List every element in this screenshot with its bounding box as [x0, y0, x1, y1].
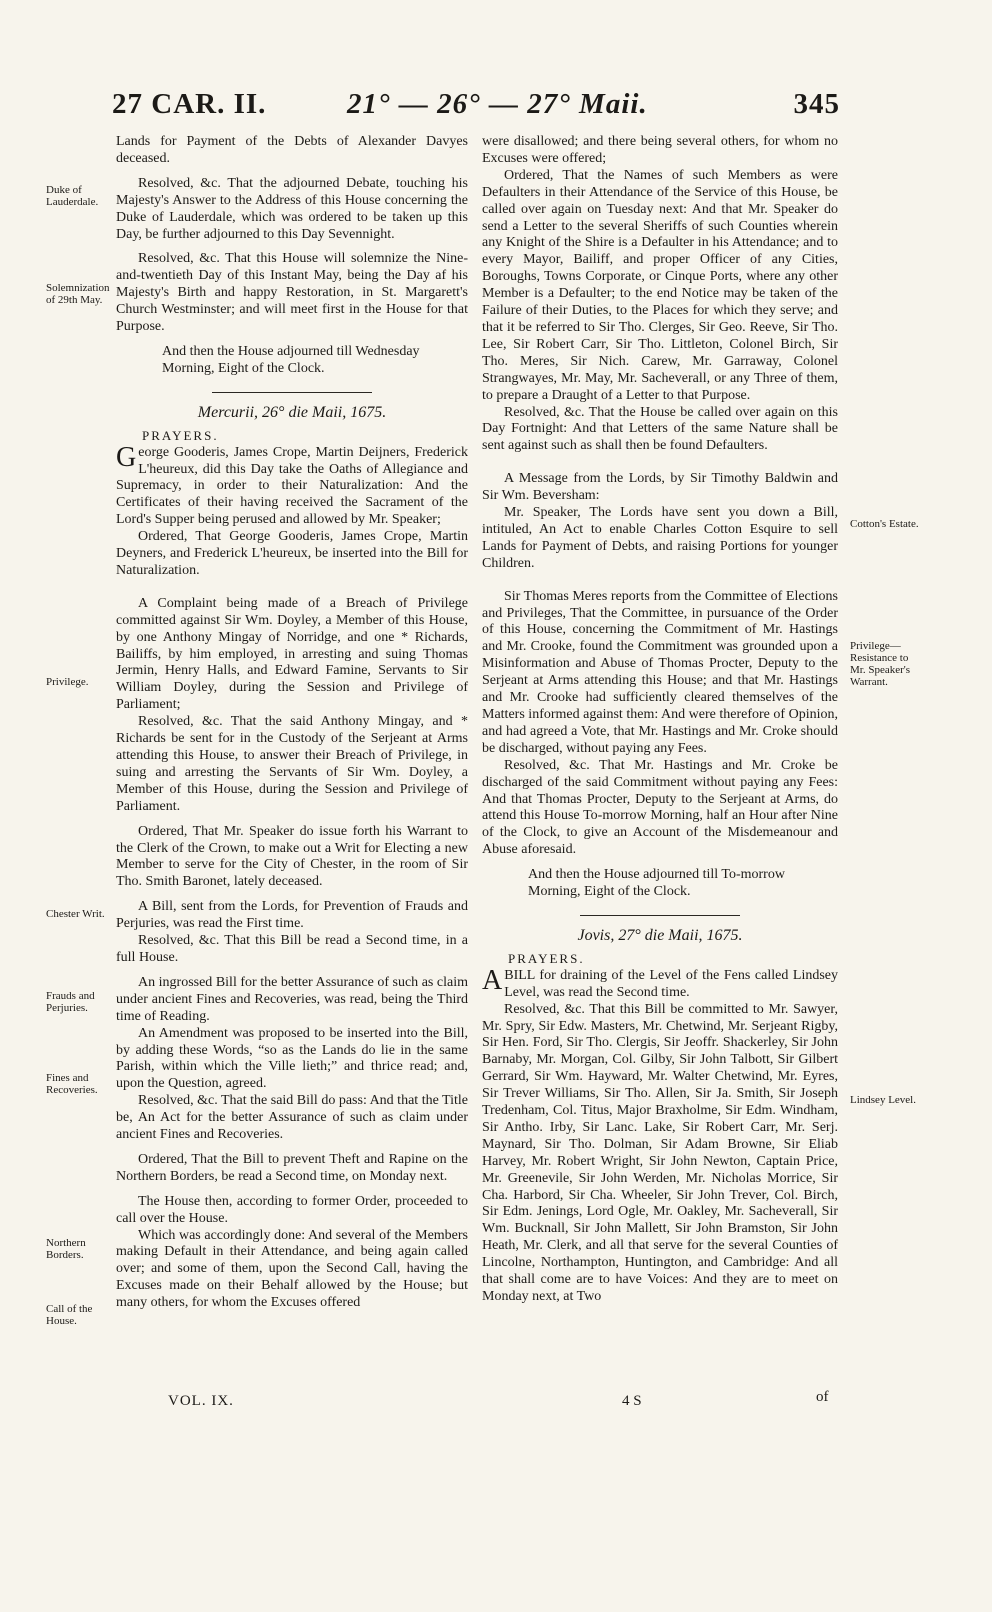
paragraph: Sir Thomas Meres reports from the Committee of Elections and Privileges, That the Committee, in pursuance of the Order of this House, concerning the Commitment of Mr. Hastings and Mr. Crooke, found the Commitment was grounded upon a Misinformation and Abuse of Thomas Procter, Deputy to the Serjeant at Arms attending this House; and that Mr. Hastings and Mr. Crooke had sufficiently cleared themselves of the Matters informed against them: And were therefore of Opinion, and had agreed a Vote, that Mr. Hastings and Mr. Croke should be discharged, without paying any Fees. — [482, 588, 838, 756]
paragraph: The House then, according to former Order, proceeded to call over the House. — [116, 1193, 468, 1226]
paragraph: A Bill, sent from the Lords, for Prevention of Frauds and Perjuries, was read the First time. — [116, 899, 468, 932]
margin-note: Chester Writ. — [46, 908, 105, 920]
margin-note: Call of the House. — [46, 1303, 93, 1327]
paragraph: Resolved, &c. That this Bill be read a Second time, in a full House. — [116, 933, 468, 965]
section-rule — [212, 392, 372, 393]
left-column — [116, 134, 468, 1312]
paragraph: An Amendment was proposed to be inserted into the Bill, by adding these Words, “so as the Lands do lie in the same Parish, within which the Ville lieth;” and thrice read; and, upon the Question, agreed. — [116, 1025, 468, 1092]
margin-note: Northern Borders. — [46, 1237, 86, 1261]
paragraph: Resolved, &c. That the House be called over again on this Day Fortnight: And that Letters of the same Nature shall be sent against such as shall then be found Defaulters. — [482, 404, 838, 454]
section-rule — [580, 915, 740, 916]
margin-note: Frauds and Perjuries. — [46, 990, 95, 1014]
paragraph — [116, 441, 468, 530]
drop-cap: G — [116, 441, 137, 473]
prayers-heading: PRAYERS. — [142, 427, 219, 443]
page-number: 345 — [793, 88, 840, 120]
paragraph: Ordered, That the Names of such Members as were Defaulters in their Attendance of the Service of this House, be called over again on Tuesday next: And that Mr. Speaker do send a Letter to the several Sheriffs of such Counties wherein any Knight of the Shire is a Defaulter in his Attendance; and to every Mayor, Bailiff, and proper Officer of any Cities, Boroughs, Towns Corporate, or Cinque Ports, where any other Member is a Defaulter; to the end Notice may be taken of the Failure of their Duties, to the Places for which they serve; and that it be referred to Sir Tho. Clerges, Sir Geo. Reeve, Sir Tho. Lee, Sir Robert Carr, Sir Tho. Littleton, Colonel Birch, Sir Tho. Meres, Sir Nich. Carew, Mr. Garraway, Colonel Strangwayes, Mr. May, Mr. Sacheverall, or any Three of them, to prepare a Draught of a Letter to that Purpose. — [482, 167, 838, 403]
paragraph: Resolved, &c. That the adjourned Debate, touching his Majesty's Answer to the Address of this House concerning the Duke of Lauderdale, which was ordered to be taken up this Day, be further adjourned to this Day Sevennight. — [116, 175, 468, 242]
paragraph: Ordered, That the Bill to prevent Theft and Rapine on the Northern Borders, be read a Second time, on Monday next. — [116, 1151, 468, 1184]
day-heading: Mercurii, 26° die Maii, 1675. — [197, 403, 387, 421]
margin-note: Privilege—Resistance to Mr. Speaker's Warrant. — [850, 640, 911, 688]
paragraph: A Complaint being made of a Breach of Privilege committed against Sir Wm. Doyley, a Member of this House, by one Anthony Mingay of Norridge, and one * Richards, Bailiffs, by him employed, in arresting and suing Thomas Jermin, Henry Halls, and Edward Famine, Servants to Sir William Doyley, during the Session and Privilege of Parliament; — [116, 595, 468, 713]
paragraph: An ingrossed Bill for the better Assurance of such as claim under ancient Fines and Recoveries, was read, being the Third time of Reading. — [116, 974, 468, 1024]
adjournment-line: And then the House adjourned till To-morrow Morning, Eight of the Clock. — [528, 867, 785, 900]
paragraph: were disallowed; and there being several others, for whom no Excuses were offered; — [482, 134, 838, 166]
prayers-heading: PRAYERS. — [508, 950, 585, 966]
margin-note: Duke of Lauderdale. — [46, 184, 99, 208]
right-column — [482, 134, 838, 1306]
paragraph: Resolved, &c. That this Bill be committed to Mr. Sawyer, Mr. Spry, Sir Edw. Masters, Mr. Chetwind, Mr. Serjeant Rigby, Sir Hen. Ford, Sir Tho. Clergis, Sir Jeoffr. Shackerley, Sir John Barnaby, Mr. Morgan, Col. Gilby, Sir John Talbott, Sir Gilbert Gerrard, Sir Wm. Hayward, Mr. Walter Chetwind, Mr. Eyres, Sir Trever Williams, Sir Tho. Allen, Sir Ja. Smith, Sir Joseph Tredenham, Col. Titus, Major Braxholme, Sir Edm. Windham, Sir Antho. Irby, Sir Lanc. Lake, Sir Robert Carr, Mr. Serj. Maynard, Sir Tho. Dolman, Sir Adam Browne, Sir Eliab Harvey, Mr. Robert Wright, Sir John Newton, Captain Price, Mr. Greenevile, Sir John Werden, Mr. Nicholas Morrice, Sir Cha. Harbord, Sir Cha. Wheeler, Sir John Trever, Col. Birch, Sir Edm. Jenings, Lord Ogle, Mr. Oakley, Mr. Sacheverall, Sir Wm. Bucknall, Sir John Mallett, Sir John Bramston, Sir John Heath, Mr. Clerk, and all that serve for the several Counties of Lincolne, Northampton, Huntington, and Cambridge: And all that shall come are to have Voices: And they are to meet on Monday next, at Two — [482, 1001, 838, 1304]
paragraph: Resolved, &c. That the said Bill do pass: And that the Title be, An Act for the better Assurance of such as claim under ancient Fines and Recoveries. — [116, 1093, 468, 1143]
adjournment-line: And then the House adjourned till Wednesday Morning, Eight of the Clock. — [162, 343, 420, 376]
regnal-year: 27 CAR. II. — [112, 88, 267, 120]
paragraph: Resolved, &c. That this House will solemnize the Nine-and-twentieth Day of this Instant May, being the Day af his Majesty's Birth and happy Restoration, in St. Margarett's Church Westminster; and will meet first in the House for that Purpose. — [116, 251, 468, 335]
paragraph: Mr. Speaker, The Lords have sent you down a Bill, intituled, An Act to enable Charles Cotton Esquire to sell Lands for Payment of Debts, and raising Portions for younger Children. — [482, 505, 838, 571]
paragraph-text: eorge Gooderis, James Crope, Martin Deijners, Frederick L'heureux, did this Day take the Oaths of Allegiance and Supremacy, in order to their Naturalization: And the Certificates of their having received the Sacrament of the Lord's Supper being perused and allowed by Mr. Speaker; — [116, 444, 468, 528]
paragraph: A Message from the Lords, by Sir Timothy Baldwin and Sir Wm. Beversham: — [482, 471, 838, 504]
paragraph: Ordered, That Mr. Speaker do issue forth his Warrant to the Clerk of the Crown, to make out a Writ for Electing a new Member to serve for the City of Chester, in the room of Sir Tho. Smith Baronet, lately deceased. — [116, 823, 468, 890]
paragraph — [482, 964, 838, 1002]
drop-cap: A — [482, 964, 503, 996]
volume-number: VOL. IX. — [168, 1393, 234, 1409]
header-dates: 21° — 26° — 27° Maii. — [347, 88, 648, 120]
margin-note: Lindsey Level. — [850, 1094, 916, 1106]
catchword: of — [816, 1389, 829, 1405]
day-heading: Jovis, 27° die Maii, 1675. — [577, 926, 743, 944]
margin-note: Cotton's Estate. — [850, 518, 919, 530]
page-header — [112, 88, 840, 128]
paragraph: Resolved, &c. That Mr. Hastings and Mr. Croke be discharged of the said Commitment without paying any Fees: And that Thomas Procter, Deputy to the Serjeant at Arms, do attend this House To-morrow Morning, half an Hour after Nine of the Clock, to give an Account of the Misdemeanour and Abuse aforesaid. — [482, 757, 838, 858]
margin-note: Solemnization of 29th May. — [46, 282, 110, 306]
paragraph-text: BILL for draining of the Level of the Fens called Lindsey Level, was read the Second time. — [504, 967, 838, 1000]
margin-note: Privilege. — [46, 676, 89, 688]
margin-note: Fines and Recoveries. — [46, 1072, 98, 1096]
paragraph: Which was accordingly done: And several of the Members making Default in their Attendance, and being again called over; and some of them, upon the Second Call, having the Excuses made on their Behalf allowed by the House; but many others, for whom the Excuses offered — [116, 1227, 468, 1311]
paragraph: Lands for Payment of the Debts of Alexander Davyes deceased. — [116, 134, 468, 166]
signature-mark: 4 S — [622, 1393, 642, 1409]
paragraph: Resolved, &c. That the said Anthony Mingay, and * Richards be sent for in the Custody of the Serjeant at Arms attending this House, to answer their Breach of Privilege, in suing and arresting the Servants of Sir Wm. Doyley, a Member of this House, during the Session and Privilege of Parliament. — [116, 714, 468, 814]
paragraph: Ordered, That George Gooderis, James Crope, Martin Deyners, and Frederick L'heureux, be inserted into the Bill for Naturalization. — [116, 529, 468, 578]
